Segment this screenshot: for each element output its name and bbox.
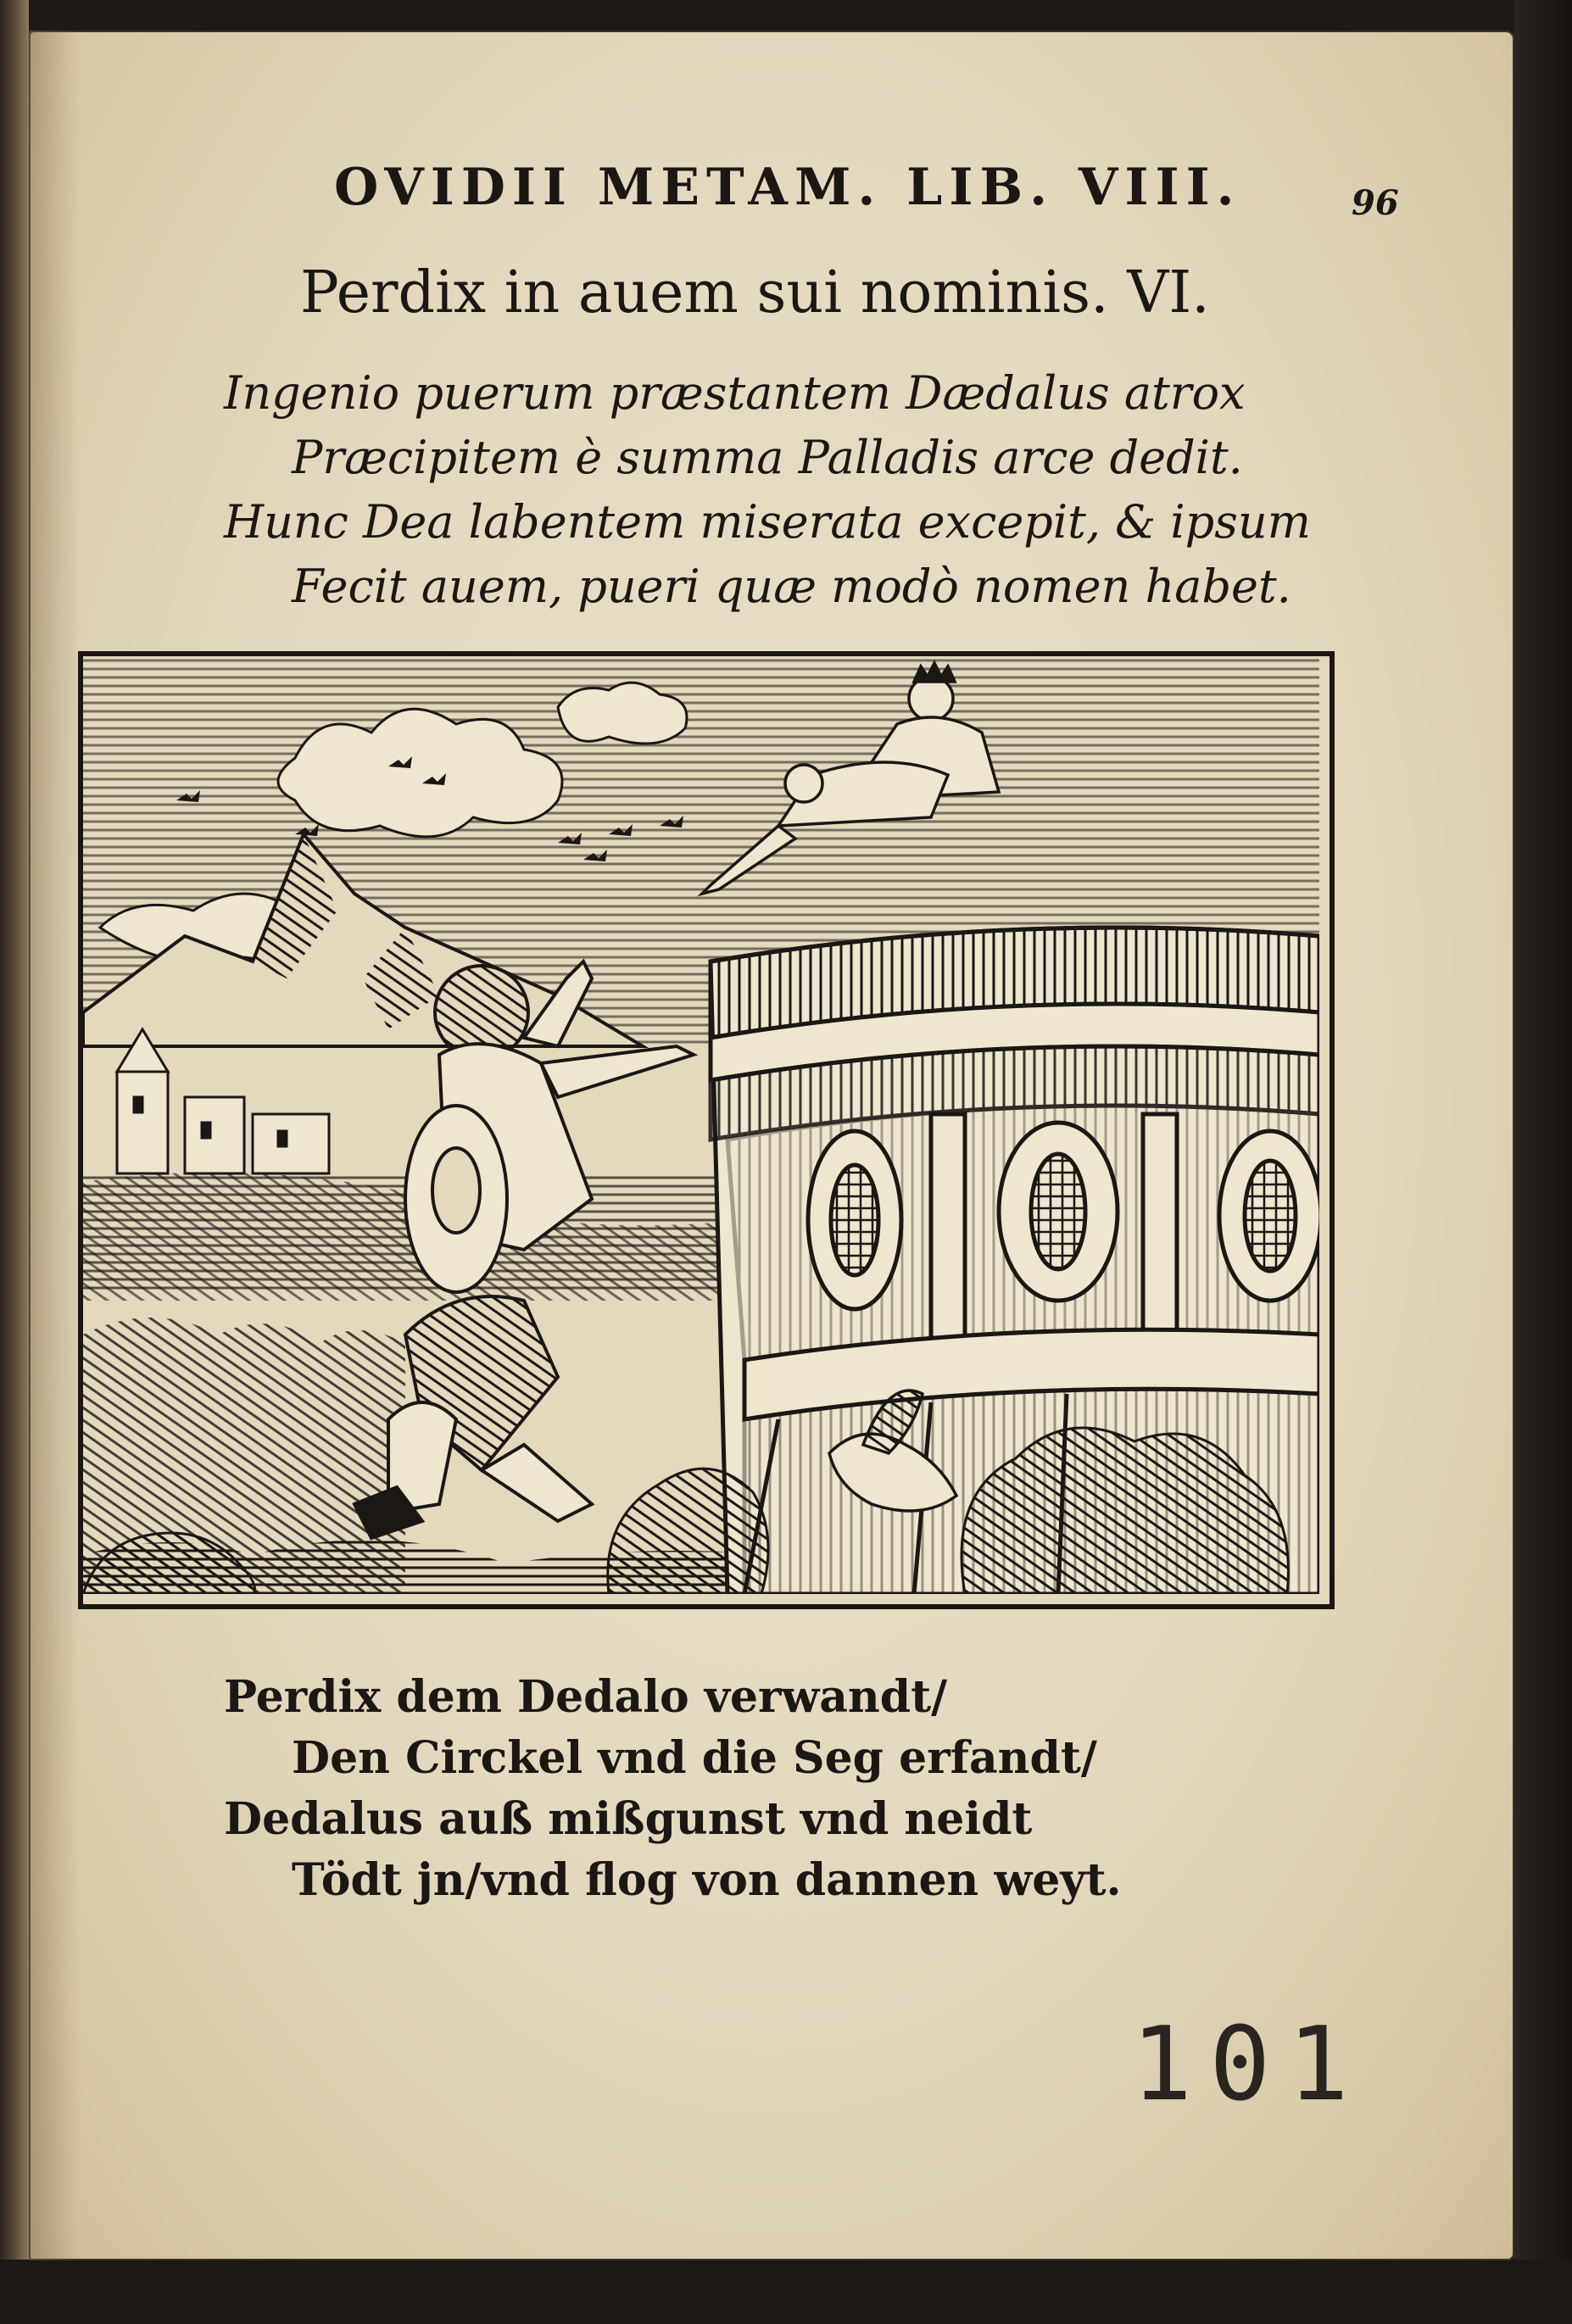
- chapter-title: Perdix in auem sui nominis. VI.: [300, 259, 1210, 326]
- latin-line: Ingenio puerum præstantem Dædalus atrox: [224, 366, 1246, 420]
- page-bottom-edge: [0, 2260, 1572, 2324]
- german-line: Perdix dem Dedalo verwandt/: [224, 1671, 948, 1723]
- page-right-edge: [1514, 0, 1572, 2324]
- running-header: OVIDII METAM. LIB. VIII.: [334, 158, 1241, 217]
- book-gutter: [0, 0, 29, 2324]
- woodcut-illustration-icon: [78, 651, 1335, 1609]
- latin-verse: [224, 361, 1311, 619]
- book-page: [29, 31, 1514, 2260]
- page-fold-shadow: [29, 31, 80, 2260]
- german-line: Tödt jn/vnd flog von dannen weyt.: [292, 1854, 1122, 1906]
- german-line: Den Circkel vnd die Seg erfandt/: [292, 1732, 1097, 1784]
- library-stamp-number: 101: [1131, 2006, 1366, 2124]
- latin-line: Hunc Dea labentem miserata excepit, & ipsum: [224, 495, 1311, 549]
- german-line: Dedalus auß mißgunst vnd neidt: [224, 1793, 1033, 1845]
- german-verse: [224, 1667, 1241, 1911]
- latin-line: Præcipitem è summa Palladis arce dedit.: [292, 431, 1243, 484]
- folio-number: 96: [1352, 183, 1399, 223]
- latin-line: Fecit auem, pueri quæ modò nomen habet.: [292, 560, 1291, 613]
